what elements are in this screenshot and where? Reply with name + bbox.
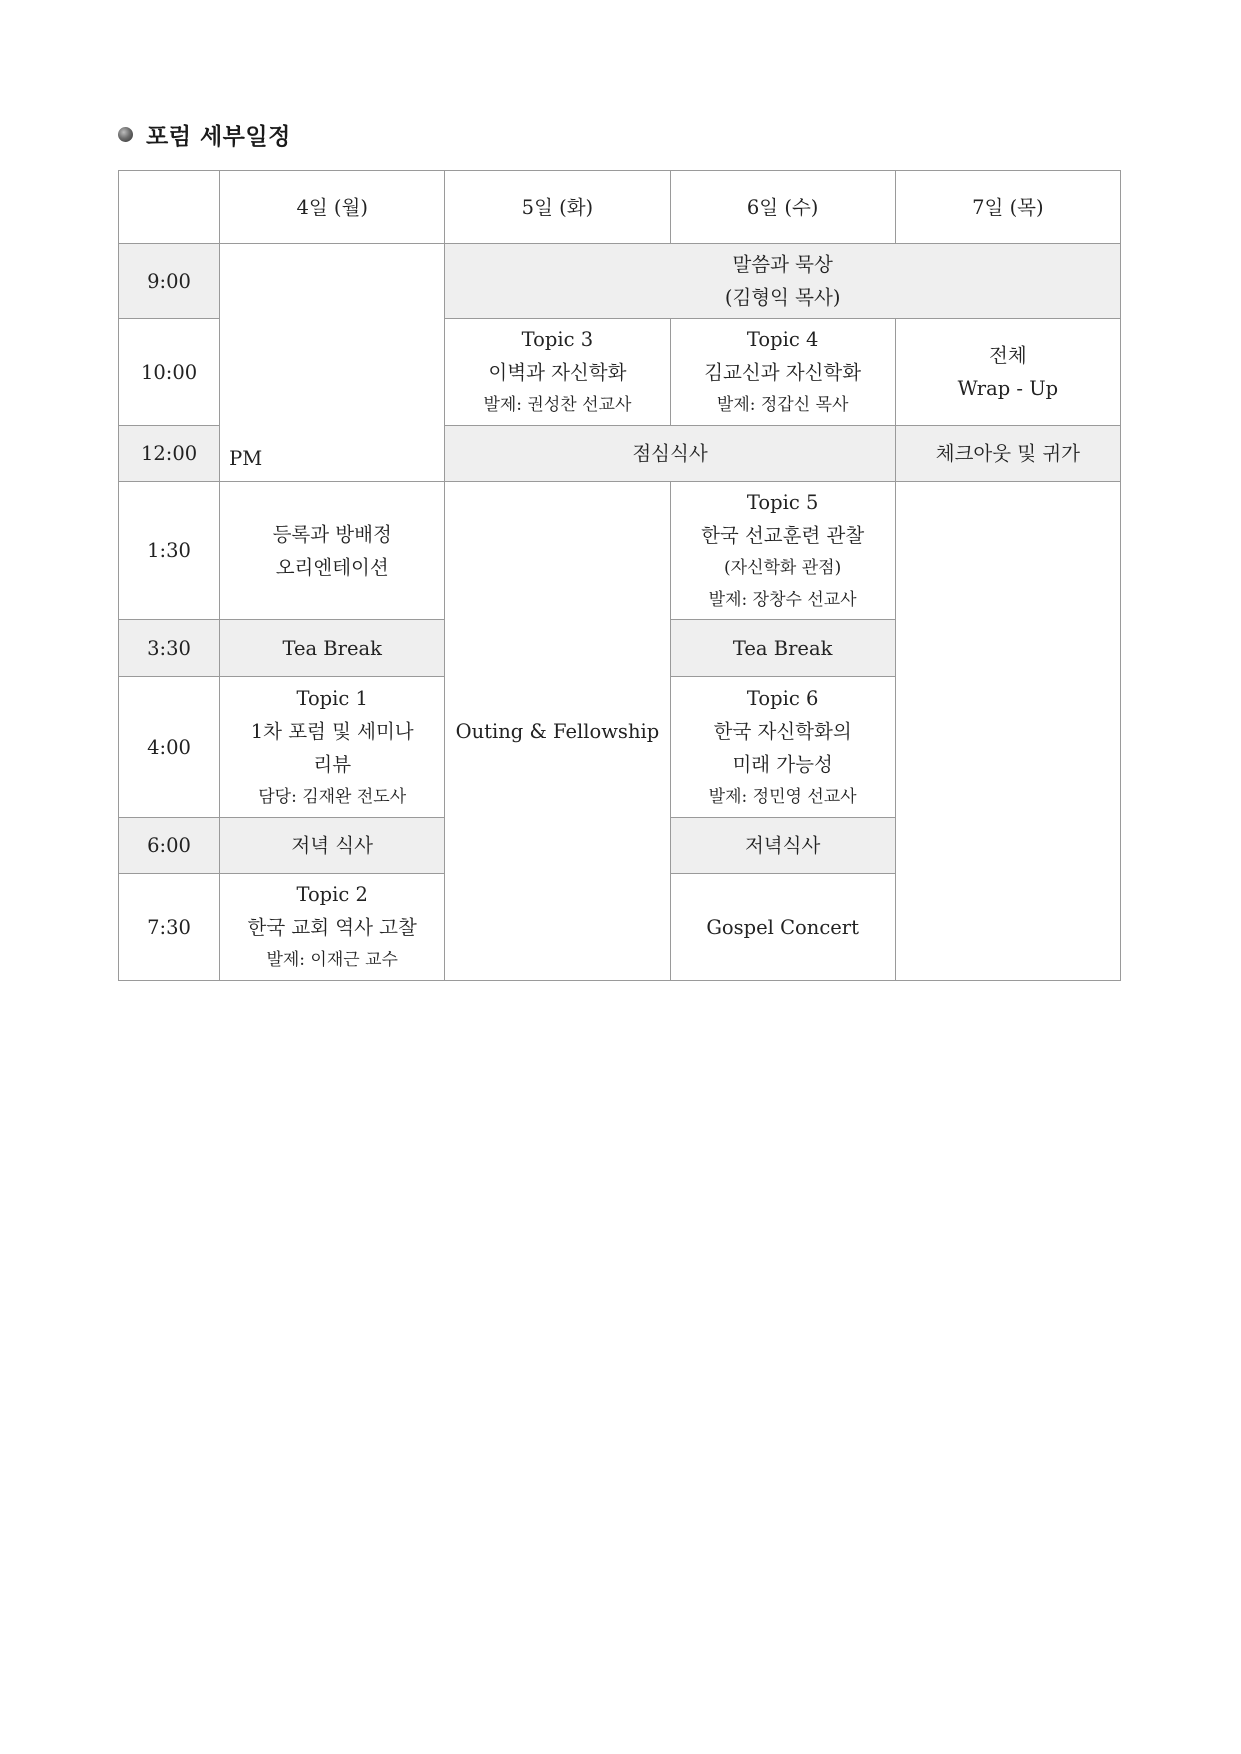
devotion-cell: 말씀과 묵상 (김형익 목사) [445,244,1121,319]
dinner-cell: 저녁 식사 [220,818,445,874]
topic2-cell: Topic 2 한국 교회 역사 고찰 발제: 이재근 교수 [220,874,445,981]
section-heading [118,116,291,152]
time-cell: 4:00 [119,677,220,818]
day-header-wed: 6일 (수) [670,171,895,244]
concert-cell: Gospel Concert [670,874,895,981]
day-header-mon: 4일 (월) [220,171,445,244]
time-cell: 10:00 [119,319,220,426]
time-cell: 3:30 [119,620,220,677]
time-cell: 7:30 [119,874,220,981]
schedule-table [118,170,1121,981]
section-title: 포럼 세부일정 [146,123,291,150]
tea-break-cell: Tea Break [220,620,445,677]
topic6-cell: Topic 6 한국 자신학화의 미래 가능성 발제: 정민영 선교사 [670,677,895,818]
dinner-cell: 저녁식사 [670,818,895,874]
lunch-cell: 점심식사 [445,426,895,482]
time-cell: 1:30 [119,482,220,620]
day-header-tue: 5일 (화) [445,171,670,244]
time-cell: 12:00 [119,426,220,482]
header-row [119,171,1121,244]
empty-cell [895,482,1120,981]
tea-break-cell: Tea Break [670,620,895,677]
topic4-cell: Topic 4 김교신과 자신학화 발제: 정갑신 목사 [670,319,895,426]
outing-cell: Outing & Fellowship [445,482,670,981]
checkout-cell: 체크아웃 및 귀가 [895,426,1120,482]
time-cell: 6:00 [119,818,220,874]
time-cell: 9:00 [119,244,220,319]
bullet-icon [118,127,133,142]
pm-cell: PM [220,244,445,482]
corner-cell [119,171,220,244]
wrapup-cell: 전체 Wrap - Up [895,319,1120,426]
registration-cell: 등록과 방배정 오리엔테이션 [220,482,445,620]
topic1-cell: Topic 1 1차 포럼 및 세미나 리뷰 담당: 김재완 전도사 [220,677,445,818]
row-0900 [119,244,1121,319]
day-header-thu: 7일 (목) [895,171,1120,244]
row-1330 [119,482,1121,620]
topic3-cell: Topic 3 이벽과 자신학화 발제: 권성찬 선교사 [445,319,670,426]
topic5-cell: Topic 5 한국 선교훈련 관찰 (자신학화 관점) 발제: 장창수 선교사 [670,482,895,620]
